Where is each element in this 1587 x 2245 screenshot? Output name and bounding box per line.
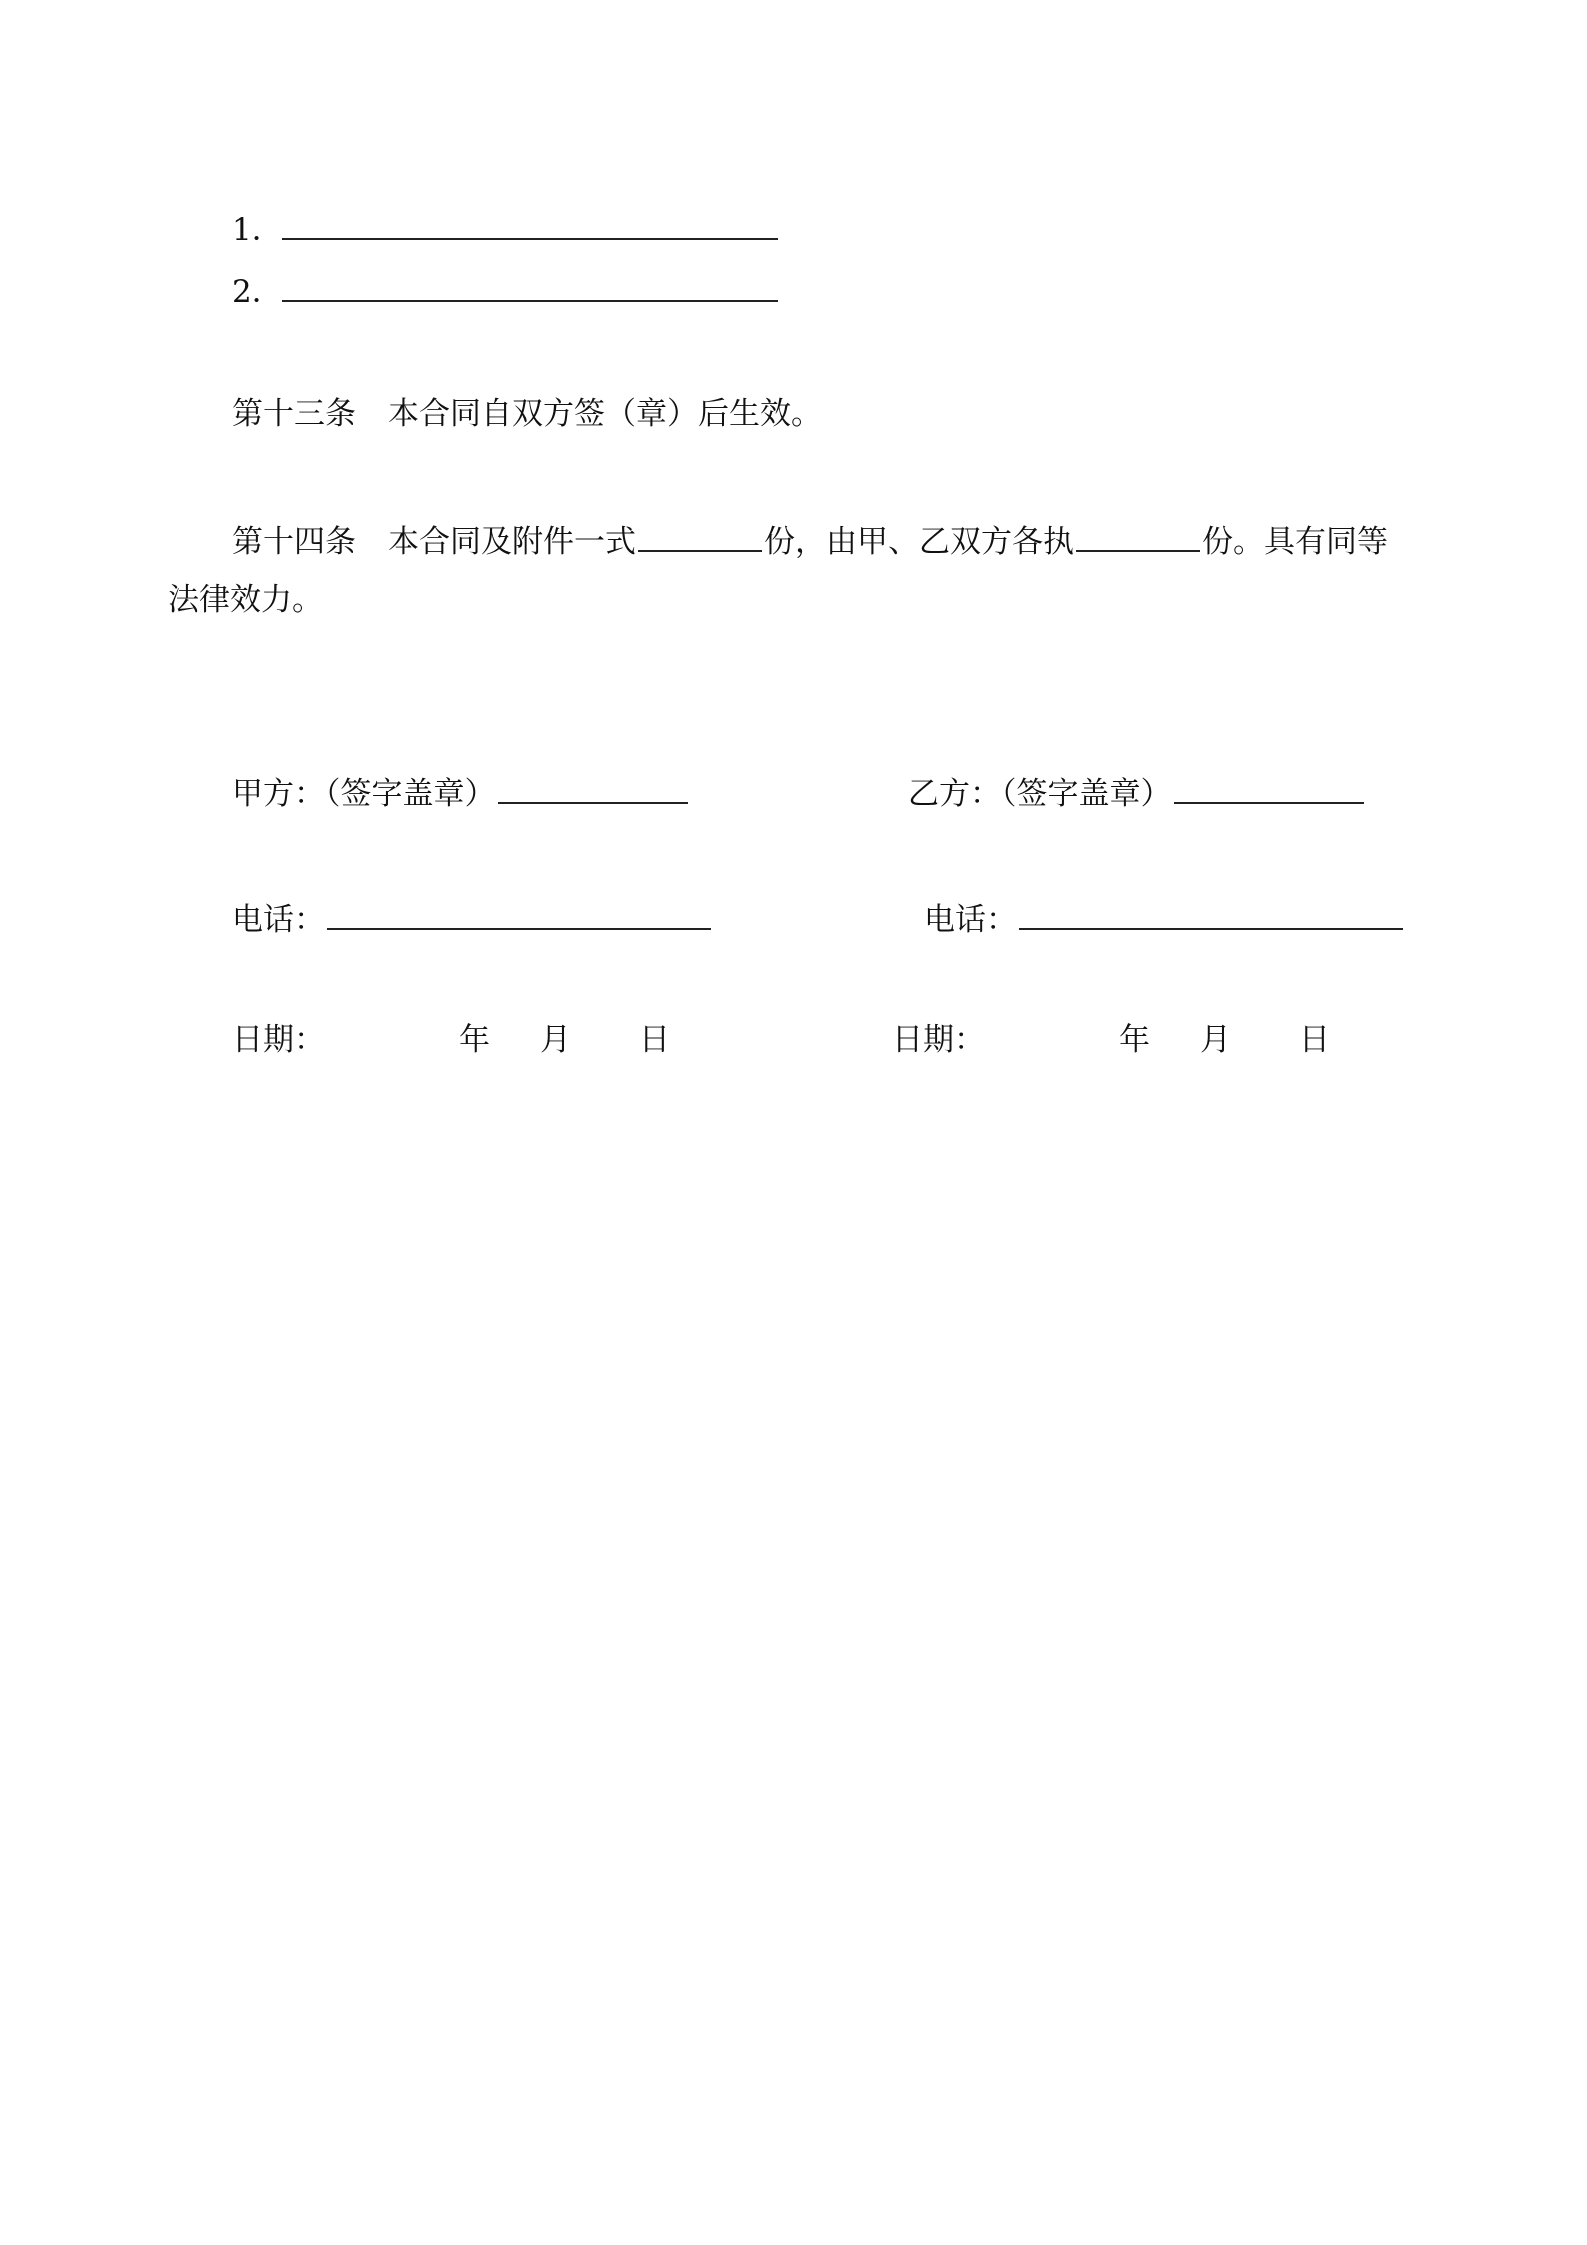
copies-total-blank[interactable] [638,518,762,552]
article-14-text-d: 法律效力。 [168,582,323,618]
party-b-signature [908,770,1366,814]
party-b-date-label: 日期： [892,1022,985,1058]
article-14 [232,518,1388,562]
fill-in-blank[interactable] [282,268,778,302]
article-14-text-a: 本合同及附件一式 [388,524,636,560]
copies-each-blank[interactable] [1076,518,1200,552]
list-item-number: 1． [232,212,283,248]
article-14-label: 第十四条 [232,524,356,560]
party-a-phone-label: 电话： [232,902,325,938]
party-a-phone [232,896,713,940]
party-b-phone-blank[interactable] [1019,896,1403,930]
party-b-day: 日 [1299,1022,1330,1058]
party-a-date [232,1020,670,1060]
party-a-sign-label: 甲方：（签字盖章） [232,776,496,812]
party-a-phone-blank[interactable] [327,896,711,930]
list-item-2 [232,268,780,312]
party-b-phone [924,896,1405,940]
article-14-text-c: 份。具有同等 [1202,524,1388,560]
party-b-phone-label: 电话： [924,902,1017,938]
fill-in-blank[interactable] [282,206,778,240]
party-b-sign-label: 乙方：（签字盖章） [908,776,1172,812]
article-14-continued [168,580,323,620]
party-b-month: 月 [1200,1022,1231,1058]
party-b-year: 年 [1119,1022,1150,1058]
party-a-signature [232,770,690,814]
article-13-text: 本合同自双方签（章）后生效。 [388,396,822,432]
party-b-signature-blank[interactable] [1174,770,1364,804]
list-item-1 [232,206,780,250]
party-a-day: 日 [639,1022,670,1058]
party-a-date-label: 日期： [232,1022,325,1058]
article-13-label: 第十三条 [232,396,356,432]
list-item-number: 2． [232,274,283,310]
party-a-signature-blank[interactable] [498,770,688,804]
party-a-year: 年 [459,1022,490,1058]
article-13 [232,394,822,434]
party-a-month: 月 [540,1022,571,1058]
party-b-date [892,1020,1330,1060]
article-14-text-b: 份，由甲、乙双方各执 [764,524,1074,560]
